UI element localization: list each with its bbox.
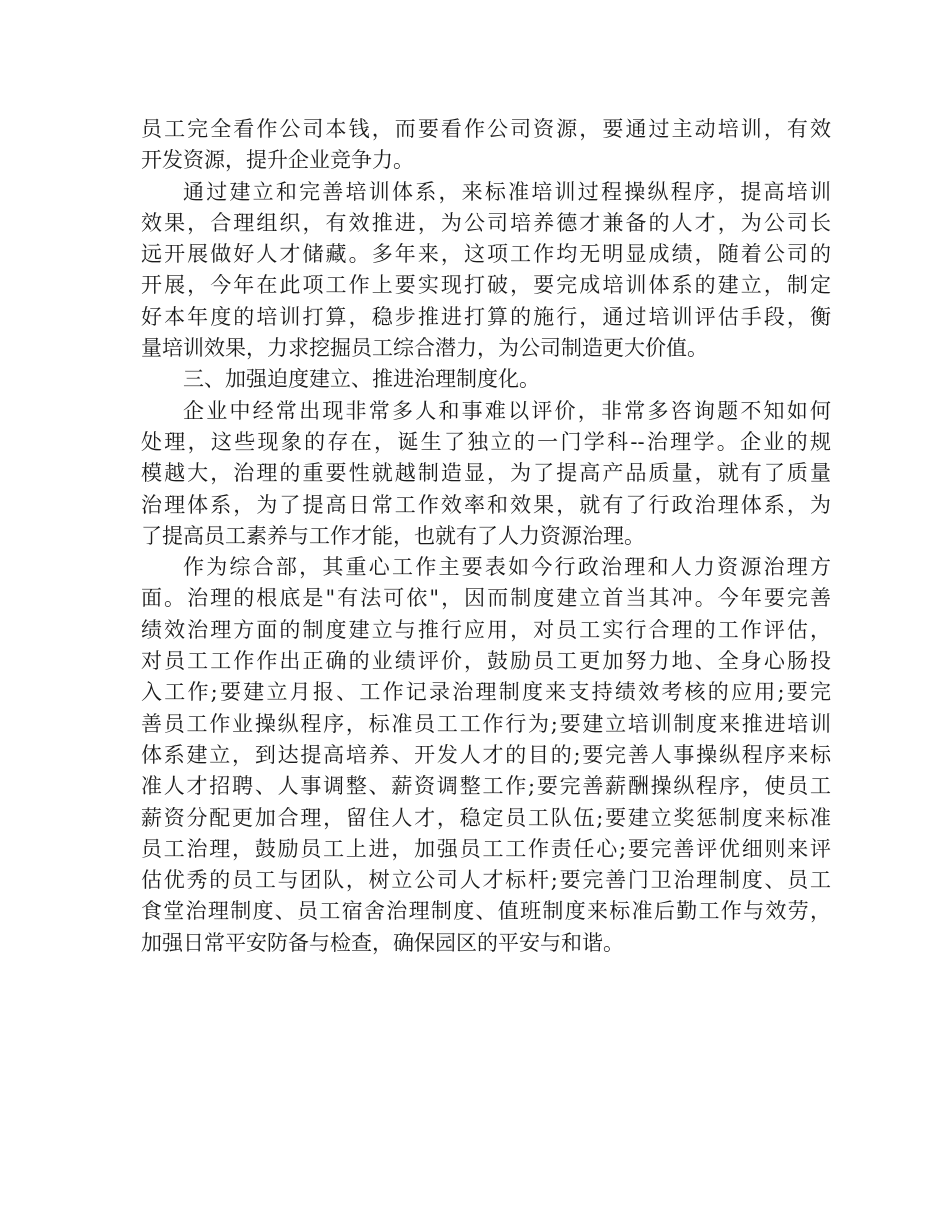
section-heading	[141, 364, 831, 395]
text-line: 入工作;要建立月报、工作记录治理制度来支持绩效考核的应用;要完	[141, 680, 831, 705]
text-line: 绩效治理方面的制度建立与推行应用，对员工实行合理的工作评估，	[141, 617, 831, 642]
paragraph-3	[141, 396, 831, 552]
text-line: 远开展做好人才储藏。多年来，这项工作均无明显成绩，随着公司的	[141, 242, 831, 267]
text-line: 治理体系，为了提高日常工作效率和效果，就有了行政治理体系，为	[141, 492, 831, 517]
text-line: 薪资分配更加合理，留住人才，稳定员工队伍;要建立奖惩制度来标准	[141, 805, 831, 830]
text-line: 估优秀的员工与团队，树立公司人才标杆;要完善门卫治理制度、员工	[141, 868, 831, 893]
text-line: 加强日常平安防备与检查，确保园区的平安与和谐。	[141, 930, 624, 955]
text-line: 开发资源，提升企业竞争力。	[141, 148, 414, 173]
text-line: 效果，合理组织，有效推进，为公司培养德才兼备的人才，为公司长	[141, 210, 831, 235]
text-line: 企业中经常出现非常多人和事难以评价，非常多咨询题不知如何	[183, 398, 831, 423]
text-line: 面。治理的根底是"有法可依"，因而制度建立首当其冲。今年要完善	[141, 586, 831, 611]
text-line: 员工完全看作公司本钱，而要看作公司资源，要通过主动培训，有效	[141, 117, 831, 141]
paragraph-2	[141, 177, 831, 365]
text-line: 准人才招聘、人事调整、薪资调整工作;要完善薪酬操纵程序，使员工	[141, 774, 831, 799]
text-line: 模越大，治理的重要性就越制造显，为了提高产品质量，就有了质量	[141, 461, 831, 486]
paragraph-1	[141, 114, 831, 177]
paragraph-4	[141, 552, 831, 959]
heading-line: 三、加强迫度建立、推进治理制度化。	[183, 367, 540, 392]
text-line: 通过建立和完善培训体系，来标准培训过程操纵程序，提高培训	[183, 179, 831, 204]
text-line: 开展，今年在此项工作上要实现打破，要完成培训体系的建立，制定	[141, 273, 831, 298]
text-line: 好本年度的培训打算，稳步推进打算的施行，通过培训评估手段，衡	[141, 304, 831, 329]
text-line: 食堂治理制度、员工宿舍治理制度、值班制度来标准后勤工作与效劳，	[141, 899, 831, 924]
text-line: 员工治理，鼓励员工上进，加强员工工作责任心;要完善评优细则来评	[141, 836, 831, 861]
text-line: 作为综合部，其重心工作主要表如今行政治理和人力资源治理方	[183, 555, 831, 580]
text-line: 善员工作业操纵程序，标准员工工作行为;要建立培训制度来推进培训	[141, 711, 831, 736]
text-line: 体系建立，到达提高培养、开发人才的目的;要完善人事操纵程序来标	[141, 742, 831, 767]
document-body	[141, 114, 831, 959]
text-line: 了提高员工素养与工作才能，也就有了人力资源治理。	[141, 523, 645, 548]
text-line: 对员工工作作出正确的业绩评价，鼓励员工更加努力地、全身心肠投	[141, 649, 831, 674]
text-line: 量培训效果，力求挖掘员工综合潜力，为公司制造更大价值。	[141, 336, 708, 361]
text-line: 处理，这些现象的存在，诞生了独立的一门学科--治理学。企业的规	[141, 429, 831, 454]
